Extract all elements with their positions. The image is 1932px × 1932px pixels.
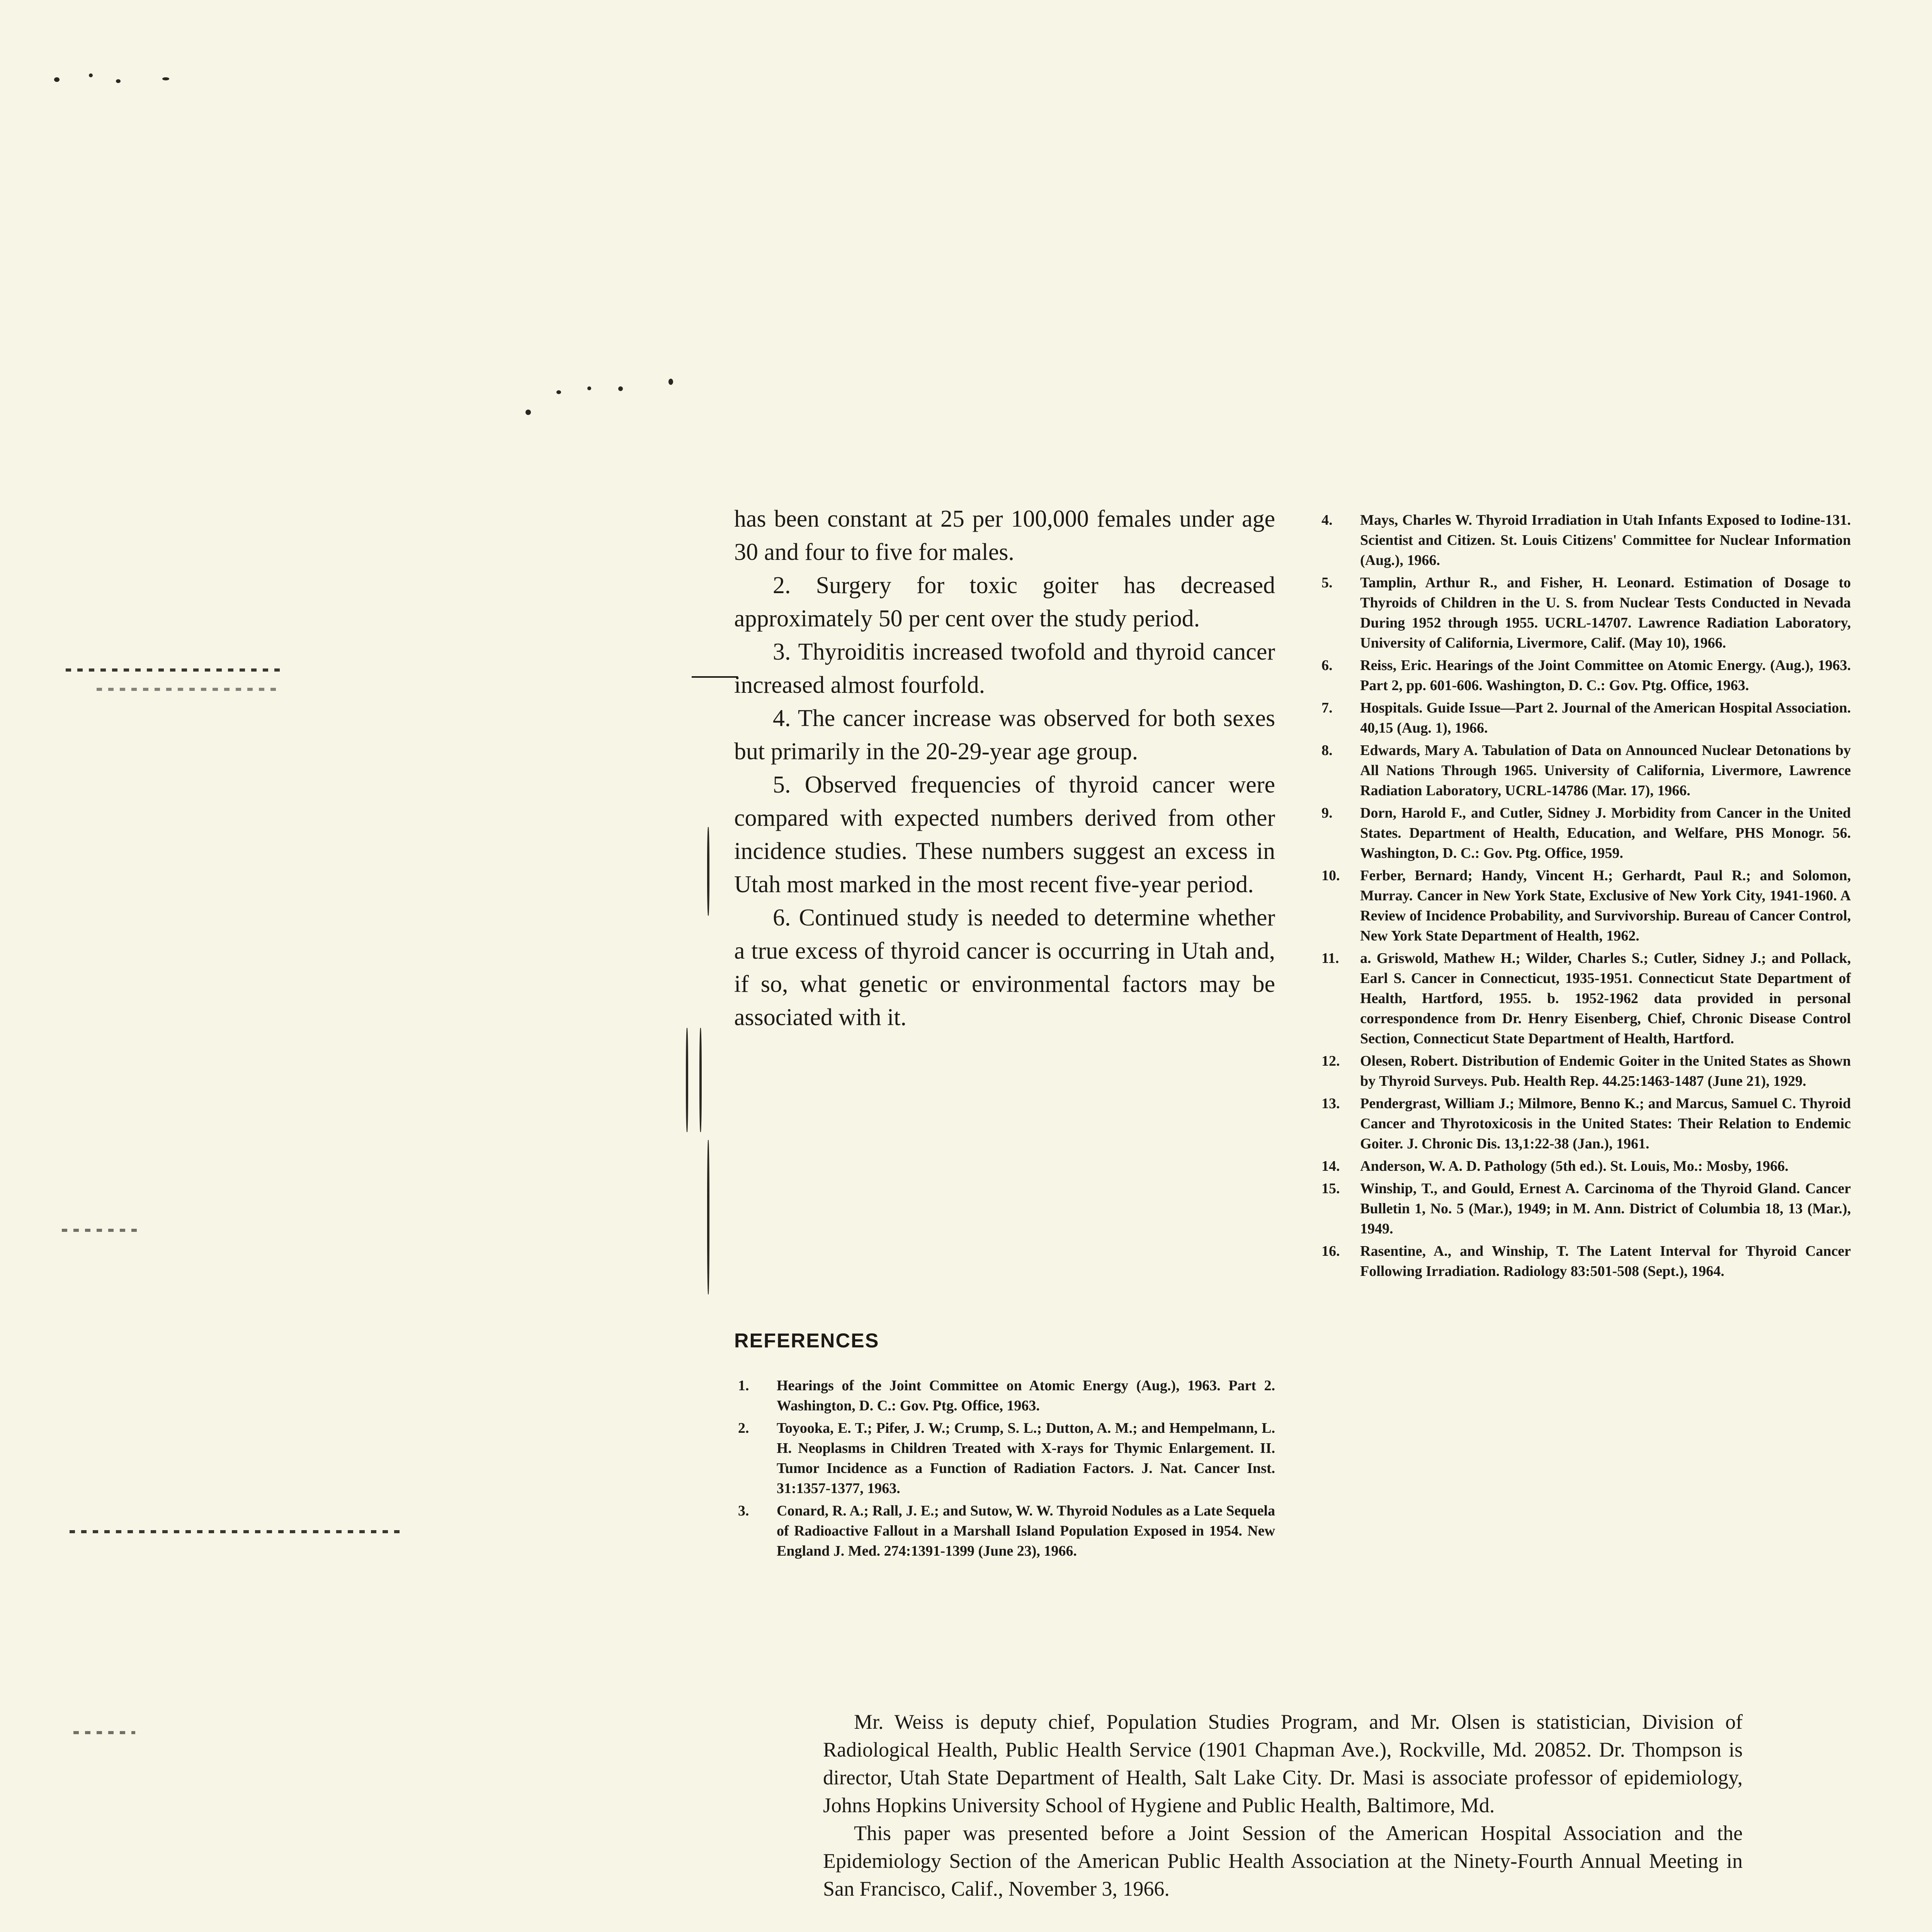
reference-item [1318,866,1851,946]
reference-number: 3. [738,1503,749,1519]
reference-text: Reiss, Eric. Hearings of the Joint Committee on Atomic Energy. (Aug.), 1963. Part 2, pp. 601-606. Washington, D. C.: Gov. Ptg. Office, 1963. [1360,657,1851,694]
scan-streak [70,1530,402,1533]
margin-mark [707,1140,709,1294]
margin-mark [686,1028,688,1132]
scan-speck [556,390,561,394]
scan-streak [97,688,282,691]
body-paragraph: 3. Thyroiditis increased twofold and thyroid cancer increased almost fourfold. [734,639,1275,698]
body-paragraph: has been constant at 25 per 100,000 females under age 30 and four to five for males. [734,506,1275,565]
reference-item [1318,510,1851,570]
reference-text: Dorn, Harold F., and Cutler, Sidney J. Morbidity from Cancer in the United States. Department of Health, Education, and Welfare, PHS Monogr. 56. Washington, D. C.: Gov. Ptg. Office, 1959. [1360,805,1851,861]
scan-speck [116,79,121,83]
reference-text: Edwards, Mary A. Tabulation of Data on Announced Nuclear Detonations by All Nations Through 1965. University of California, Livermore, Lawrence Radiation Laboratory, UCRL-14786 (Mar. 17), 1966. [1360,742,1851,799]
reference-number: 13. [1321,1095,1340,1112]
reference-item [734,1376,1275,1416]
body-text-column [734,502,1275,1034]
reference-item [1318,573,1851,653]
reference-number: 1. [738,1378,749,1394]
reference-text: Toyooka, E. T.; Pifer, J. W.; Crump, S. L.; Dutton, A. M.; and Hempelmann, L. H. Neoplasms in Children Treated with X-rays for Thymic Enlargement. II. Tumor Incidence as a Function of Radiation Factors. J. Nat. Cancer Inst. 31:1357-1377, 1963. [777,1420,1275,1497]
reference-number: 11. [1321,950,1339,966]
body-paragraph: 6. Continued study is needed to determine whether a true excess of thyroid cancer is occurring in Utah and, if so, what genetic or environmental factors may be associated with it. [734,905,1275,1031]
scan-speck [618,386,623,391]
reference-number: 2. [738,1420,749,1436]
footnote-paragraph: This paper was presented before a Joint Session of the American Hospital Association and the Epidemiology Section of the American Public Health Association at the Ninety-Fourth Annual Meeting in San Francisco, Calif., November 3, 1966. [823,1821,1743,1900]
reference-number: 5. [1321,575,1333,591]
scan-speck [162,77,169,80]
reference-item [1318,1241,1851,1281]
reference-text: Tamplin, Arthur R., and Fisher, H. Leonard. Estimation of Dosage to Thyroids of Children in the U. S. from Nuclear Tests Conducted in Nevada During 1952 through 1955. UCRL-14707. Lawrence Radiation Laboratory, University of California, Livermore, Calif. (May 10), 1966. [1360,575,1851,651]
reference-text: Hearings of the Joint Committee on Atomic Energy (Aug.), 1963. Part 2. Washington, D. C.: Gov. Ptg. Office, 1963. [777,1378,1275,1414]
scan-speck [587,386,591,390]
references-list-left [734,1376,1275,1563]
scan-speck [54,77,60,82]
author-footnote [823,1708,1743,1903]
reference-text: Conard, R. A.; Rall, J. E.; and Sutow, W. W. Thyroid Nodules as a Late Sequela of Radioactive Fallout in a Marshall Island Population Exposed in 1954. New England J. Med. 274:1391-1399 (June 23), 1966. [777,1503,1275,1559]
reference-number: 9. [1321,805,1333,821]
reference-text: Rasentine, A., and Winship, T. The Latent Interval for Thyroid Cancer Following Irradiation. Radiology 83:501-508 (Sept.), 1964. [1360,1243,1851,1279]
reference-number: 10. [1321,867,1340,884]
references-heading: REFERENCES [734,1330,879,1352]
reference-number: 6. [1321,657,1333,673]
scan-speck [526,410,531,415]
reference-number: 7. [1321,700,1333,716]
reference-number: 12. [1321,1053,1340,1069]
reference-item [1318,1156,1851,1176]
reference-number: 14. [1321,1158,1340,1174]
reference-text: Hospitals. Guide Issue—Part 2. Journal of the American Hospital Association. 40,15 (Aug. 1), 1966. [1360,700,1851,736]
reference-item [734,1418,1275,1498]
body-paragraph: 2. Surgery for toxic goiter has decreased approximately 50 per cent over the study period. [734,572,1275,632]
reference-item [1318,655,1851,696]
scan-streak [66,668,282,672]
reference-item [1318,698,1851,738]
reference-text: Pendergrast, William J.; Milmore, Benno K.; and Marcus, Samuel C. Thyroid Cancer and Thyrotoxicosis in the United States: Their Relation to Endemic Goiter. J. Chronic Dis. 13,1:22-38 (Jan.), 1961. [1360,1095,1851,1152]
reference-text: Winship, T., and Gould, Ernest A. Carcinoma of the Thyroid Gland. Cancer Bulletin 1, No. 5 (Mar.), 1949; in M. Ann. District of Columbia 18, 13 (Mar.), 1949. [1360,1180,1851,1237]
body-paragraph: 5. Observed frequencies of thyroid cancer were compared with expected numbers derived from other incidence studies. These numbers suggest an excess in Utah most marked in the most recent five-year period. [734,772,1275,898]
reference-number: 4. [1321,512,1333,528]
reference-text: Ferber, Bernard; Handy, Vincent H.; Gerhardt, Paul R.; and Solomon, Murray. Cancer in New York State, Exclusive of New York City, 1941-1960. A Review of Incidence Probability, and Survivorship. Bureau of Cancer Control, New York State Department of Health, 1962. [1360,867,1851,944]
reference-number: 16. [1321,1243,1340,1259]
reference-item [1318,1179,1851,1239]
scan-speck [89,73,93,77]
margin-stroke [692,676,738,678]
references-list-right [1318,510,1851,1284]
reference-text: Anderson, W. A. D. Pathology (5th ed.). St. Louis, Mo.: Mosby, 1966. [1360,1158,1789,1174]
reference-item [1318,803,1851,863]
scan-speck [668,379,673,385]
reference-text: Olesen, Robert. Distribution of Endemic Goiter in the United States as Shown by Thyroid Surveys. Pub. Health Rep. 44.25:1463-1487 (June 21), 1929. [1360,1053,1851,1089]
scan-streak [62,1229,139,1232]
reference-item [734,1501,1275,1561]
margin-mark [707,827,709,916]
margin-mark [699,1028,702,1132]
footnote-paragraph: Mr. Weiss is deputy chief, Population Studies Program, and Mr. Olsen is statistician, Division of Radiological Health, Public Health Service (1901 Chapman Ave.), Rockville, Md. 20852. Dr. Thompson is director, Utah State Department of Health, Salt Lake City. Dr. Masi is associate professor of epidemiology, Johns Hopkins University School of Hygiene and Public Health, Baltimore, Md. [823,1710,1743,1817]
body-paragraph: 4. The cancer increase was observed for both sexes but primarily in the 20-29-year age group. [734,705,1275,765]
reference-item [1318,948,1851,1049]
reference-item [1318,1094,1851,1154]
scan-streak [73,1731,135,1734]
reference-text: Mays, Charles W. Thyroid Irradiation in Utah Infants Exposed to Iodine-131. Scientist and Citizen. St. Louis Citizens' Committee for Nuclear Information (Aug.), 1966. [1360,512,1851,568]
reference-number: 15. [1321,1180,1340,1197]
reference-item [1318,740,1851,801]
reference-text: a. Griswold, Mathew H.; Wilder, Charles S.; Cutler, Sidney J.; and Pollack, Earl S. Cancer in Connecticut, 1935-1951. Connecticut State Department of Health, Hartford, 1955. b. 1952-1962 data provided in personal correspondence from Dr. Henry Eisenberg, Chief, Chronic Disease Control Section, Connecticut State Department of Health, Hartford. [1360,950,1851,1047]
reference-item [1318,1051,1851,1091]
reference-number: 8. [1321,742,1333,759]
